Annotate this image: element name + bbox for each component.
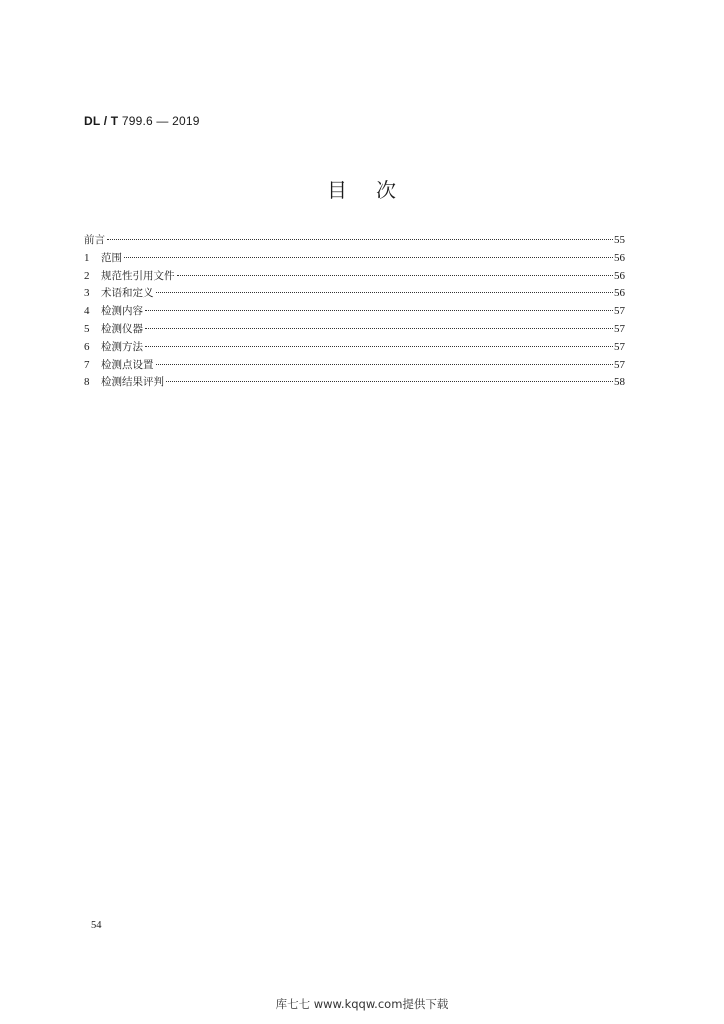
toc-entry-number: 2 [84, 269, 90, 282]
toc-heading [0, 174, 724, 203]
toc-entry-number: 6 [84, 340, 90, 353]
toc-entry-label: 前言 [84, 234, 105, 246]
toc-entry-page: 57 [614, 340, 625, 353]
toc-entry-4[interactable] [84, 303, 625, 321]
dot-leader [156, 292, 614, 293]
toc-entry-6[interactable] [84, 339, 625, 357]
dot-leader [156, 364, 614, 365]
toc-heading-char-1: 目 [327, 178, 348, 202]
toc-entry-page: 56 [614, 251, 625, 264]
dot-leader [145, 346, 613, 347]
toc-entry-number: 4 [84, 305, 90, 318]
toc-entry-label: 检测方法 [101, 340, 143, 353]
toc-heading-char-2: 次 [376, 178, 397, 202]
toc-entry-page: 57 [614, 358, 625, 371]
toc-entry-foreword[interactable] [84, 232, 625, 250]
toc-entry-page: 58 [614, 376, 625, 389]
dot-leader [107, 239, 613, 240]
toc-entry-label: 范围 [101, 251, 122, 264]
toc-entry-number: 8 [84, 376, 90, 389]
toc-entry-2[interactable] [84, 268, 625, 286]
toc-entry-label: 术语和定义 [101, 287, 154, 300]
page-number: 54 [91, 920, 102, 931]
toc-entry-label: 检测仪器 [101, 322, 143, 335]
toc-entry-page: 55 [614, 234, 625, 246]
toc-entry-page: 57 [614, 305, 625, 318]
download-watermark: 库七七 www.kqqw.com提供下载 [275, 997, 449, 1011]
table-of-contents [84, 232, 625, 392]
toc-entry-1[interactable] [84, 250, 625, 268]
standard-prefix: DL / T [84, 114, 119, 128]
toc-entry-number: 7 [84, 358, 90, 371]
toc-entry-3[interactable] [84, 285, 625, 303]
dot-leader [145, 310, 613, 311]
toc-entry-page: 56 [614, 269, 625, 282]
toc-entry-label: 检测结果评判 [101, 376, 164, 389]
toc-entry-label: 规范性引用文件 [101, 269, 175, 282]
toc-entry-number: 5 [84, 322, 90, 335]
toc-entry-8[interactable] [84, 374, 625, 392]
toc-entry-page: 57 [614, 322, 625, 335]
dot-leader [124, 257, 613, 258]
standard-code [84, 114, 200, 128]
toc-entry-7[interactable] [84, 357, 625, 375]
toc-entry-page: 56 [614, 287, 625, 300]
toc-entry-number: 1 [84, 251, 90, 264]
toc-entry-number: 3 [84, 287, 90, 300]
toc-entry-label: 检测内容 [101, 305, 143, 318]
standard-number: 799.6 — 2019 [121, 114, 200, 128]
dot-leader [145, 328, 613, 329]
dot-leader [177, 275, 614, 276]
toc-entry-label: 检测点设置 [101, 358, 154, 371]
dot-leader [166, 381, 613, 382]
toc-entry-5[interactable] [84, 321, 625, 339]
